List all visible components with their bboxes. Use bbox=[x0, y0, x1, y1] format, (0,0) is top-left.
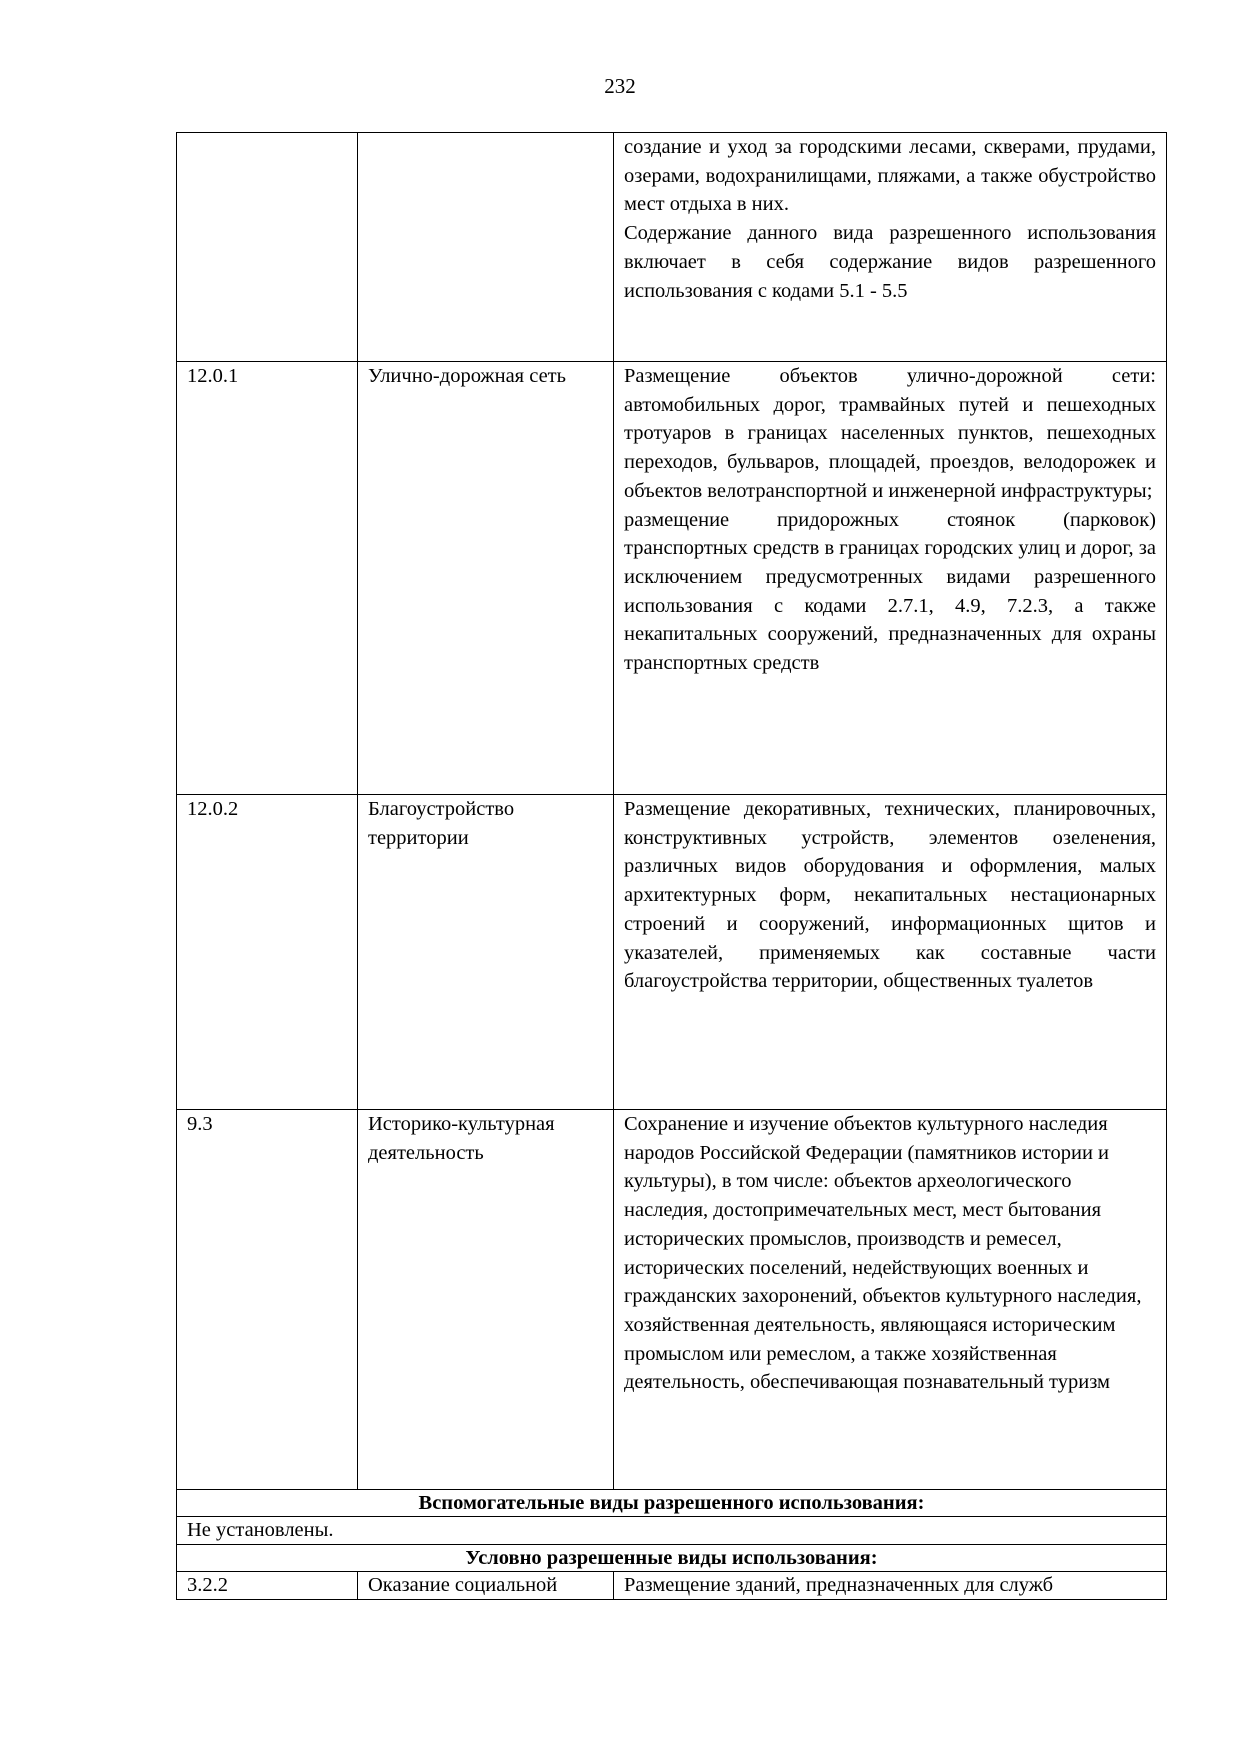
code-cell: 3.2.2 bbox=[177, 1572, 358, 1600]
description-paragraph: размещение придорожных стоянок (парковок) транспортных средств в границах городских улиц и дорог, за исключением предусмотренных видами разрешенного использования с кодами 2.7.1, 4.9, 7.2.3, а также некапитальных сооружений, предназначенных для охраны транспортных средств bbox=[624, 508, 1156, 675]
description-paragraph: создание и уход за городскими лесами, скверами, прудами, озерами, водохранилищами, пляжами, а также обустройство мест отдыха в них. bbox=[624, 136, 1156, 216]
table-row bbox=[177, 795, 1167, 1110]
section-header-row bbox=[177, 1490, 1167, 1517]
name-cell: Благоустройство территории bbox=[358, 795, 614, 1110]
description-cell bbox=[614, 795, 1167, 1110]
code-cell bbox=[177, 133, 358, 362]
table-row bbox=[177, 1517, 1167, 1545]
description-cell bbox=[614, 362, 1167, 795]
name-cell bbox=[358, 133, 614, 362]
page-number: 232 bbox=[604, 74, 636, 98]
description-cell: Размещение зданий, предназначенных для служб bbox=[614, 1572, 1167, 1600]
auxiliary-value: Не установлены. bbox=[177, 1517, 1167, 1545]
description-paragraph: Размещение объектов улично-дорожной сети: автомобильных дорог, трамвайных путей и пешеходных тротуаров в границах населенных пунктов, пешеходных переходов, бульваров, площадей, проездов, велодорожек и объектов велотранспортной и инженерной инфраструктуры; bbox=[624, 365, 1156, 502]
name-cell: Историко-культурная деятельность bbox=[358, 1110, 614, 1490]
auxiliary-header: Вспомогательные виды разрешенного использования: bbox=[177, 1490, 1167, 1517]
description-cell: Сохранение и изучение объектов культурного наследия народов Российской Федерации (памятников истории и культуры), в том числе: объектов археологического наследия, достопримечательных мест, мест бытования исторических промыслов, производств и ремесел, исторических поселений, недействующих военных и гражданских захоронений, объектов культурного наследия, хозяйственная деятельность, являющаяся историческим промыслом или ремеслом, а также хозяйственная деятельность, обеспечивающая познавательный туризм bbox=[614, 1110, 1167, 1490]
name-cell: Оказание социальной bbox=[358, 1572, 614, 1600]
description-paragraph: Размещение декоративных, технических, планировочных, конструктивных устройств, элементов озеленения, различных видов оборудования и оформления, малых архитектурных форм, некапитальных нестационарных строений и сооружений, информационных щитов и указателей, применяемых как составные части благоустройства территории, общественных туалетов bbox=[624, 798, 1156, 993]
name-cell: Улично-дорожная сеть bbox=[358, 362, 614, 795]
description-paragraph: Содержание данного вида разрешенного использования включает в себя содержание видов разрешенного использования с кодами 5.1 - 5.5 bbox=[624, 222, 1156, 302]
land-use-table bbox=[176, 132, 1167, 1600]
conditional-header: Условно разрешенные виды использования: bbox=[177, 1545, 1167, 1572]
code-cell: 12.0.2 bbox=[177, 795, 358, 1110]
description-cell bbox=[614, 133, 1167, 362]
code-cell: 12.0.1 bbox=[177, 362, 358, 795]
table-row bbox=[177, 362, 1167, 795]
table-row bbox=[177, 133, 1167, 362]
table-row bbox=[177, 1572, 1167, 1600]
table-row bbox=[177, 1110, 1167, 1490]
section-header-row bbox=[177, 1545, 1167, 1572]
code-cell: 9.3 bbox=[177, 1110, 358, 1490]
